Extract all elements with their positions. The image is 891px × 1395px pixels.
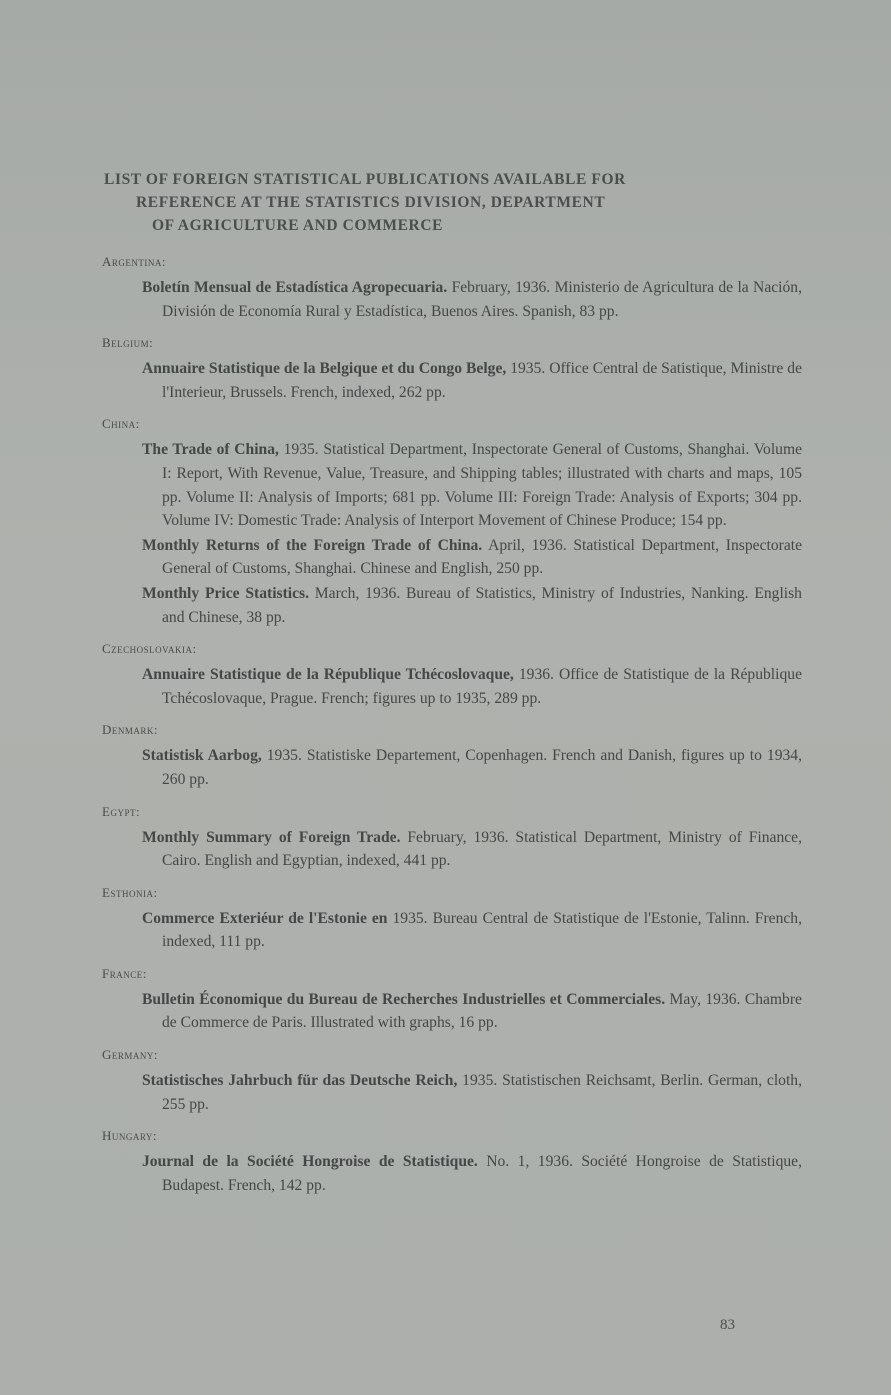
publication-title: Annuaire Statistique de la République Tchécoslovaque, <box>142 666 514 684</box>
publication-title: Monthly Returns of the Foreign Trade of China. <box>142 536 483 554</box>
title-line-3: OF AGRICULTURE AND COMMERCE <box>152 217 444 234</box>
publication-details: 1935. Statistical Department, Inspectorate General of Customs, Shanghai. Volume I: Report, With Revenue, Value, Treasure, and Shipping tables; illustrated with charts and maps, 105 pp. Volume II: Analysis of Imports; 681 pp. Volume III: Foreign Trade: Analysis of Exports; 304 pp. Volume IV: Domestic Trade: Analysis of Interport Movement of Chinese Produce; 154 pp. <box>162 441 802 530</box>
section-belgium <box>102 335 802 404</box>
country-heading: Belgium: <box>102 335 154 351</box>
title-line-2: REFERENCE AT THE STATISTICS DIVISION, DEPARTMENT <box>136 194 606 211</box>
publication-title: Monthly Price Statistics. <box>142 584 310 602</box>
list-item <box>102 1069 802 1116</box>
publication-title: Commerce Exteriéur de l'Estonie en <box>142 909 388 927</box>
section-germany <box>102 1047 802 1116</box>
page-number: 83 <box>720 1317 735 1333</box>
list-item <box>102 907 802 954</box>
publication-title: Boletín Mensual de Estadística Agropecuaria. <box>142 279 448 296</box>
publication-details: 1936. Office de Statistique de la République Tchécoslovaque, Prague. French; figures up to 1935, 289 pp. <box>162 666 802 707</box>
publication-details: February, 1936. Statistical Department, Ministry of Finance, Cairo. English and Egyptian, indexed, 441 pp. <box>162 828 802 870</box>
section-argentina <box>102 254 802 323</box>
list-item <box>102 744 802 791</box>
section-hungary <box>102 1128 802 1197</box>
list-item <box>102 663 802 710</box>
publication-title: Journal de la Société Hongroise de Statistique. <box>142 1153 478 1171</box>
section-egypt <box>102 804 802 873</box>
list-item <box>102 582 802 629</box>
country-heading: Hungary: <box>102 1128 158 1144</box>
country-heading: Esthonia: <box>102 884 158 900</box>
country-heading: Czechoslovakia: <box>102 641 197 657</box>
publication-title: The Trade of China, <box>142 441 279 459</box>
publication-details: 1935. Statistiske Departement, Copenhagen. French and Danish, figures up to 1934, 260 pp. <box>162 747 802 788</box>
country-heading: China: <box>102 416 140 432</box>
section-esthonia <box>102 885 802 954</box>
publication-details: May, 1936. Chambre de Commerce de Paris. Illustrated with graphs, 16 pp. <box>162 990 802 1032</box>
publication-details: 1935. Bureau Central de Statistique de l'Estonie, Talinn. French, indexed, 111 pp. <box>162 909 803 951</box>
publication-list <box>102 254 802 1209</box>
list-item <box>102 276 802 323</box>
publication-details: 1935. Statistischen Reichsamt, Berlin. German, cloth, 255 pp. <box>162 1072 803 1113</box>
country-heading: Egypt: <box>102 803 141 819</box>
publication-title: Bulletin Économique du Bureau de Recherches Industrielles et Commerciales. <box>142 990 666 1008</box>
publication-details: No. 1, 1936. Société Hongroise de Statistique, Budapest. French, 142 pp. <box>162 1153 802 1194</box>
publication-details: April, 1936. Statistical Department, Inspectorate General of Customs, Shanghai. Chinese and English, 250 pp. <box>162 536 802 578</box>
publication-title: Annuaire Statistique de la Belgique et du Congo Belge, <box>142 360 507 378</box>
list-item <box>102 1150 802 1197</box>
list-item <box>102 534 802 581</box>
publication-details: 1935. Office Central de Satistique, Ministre de l'Interieur, Brussels. French, indexed, 262 pp. <box>162 360 802 401</box>
title-line-1: LIST OF FOREIGN STATISTICAL PUBLICATIONS AVAILABLE FOR <box>104 171 626 188</box>
country-heading: Argentina: <box>102 254 166 269</box>
publication-title: Statistisches Jahrbuch für das Deutsche Reich, <box>142 1072 458 1090</box>
publication-title: Monthly Summary of Foreign Trade. <box>142 828 401 846</box>
country-heading: Germany: <box>102 1047 159 1063</box>
section-denmark <box>102 722 802 791</box>
section-france <box>102 966 802 1035</box>
publication-details: March, 1936. Bureau of Statistics, Ministry of Industries, Nanking. English and Chinese, 38 pp. <box>162 584 802 626</box>
page-title <box>104 168 804 237</box>
section-china <box>102 416 802 629</box>
list-item <box>102 826 802 873</box>
list-item <box>102 438 802 532</box>
publication-details: February, 1936. Ministerio de Agricultura de la Nación, División de Economía Rural y Estadística, Buenos Aires. Spanish, 83 pp. <box>162 279 802 320</box>
list-item <box>102 357 802 404</box>
section-czechoslovakia <box>102 641 802 710</box>
country-heading: Denmark: <box>102 722 159 738</box>
list-item <box>102 988 802 1035</box>
publication-title: Statistisk Aarbog, <box>142 747 262 765</box>
country-heading: France: <box>102 965 147 981</box>
